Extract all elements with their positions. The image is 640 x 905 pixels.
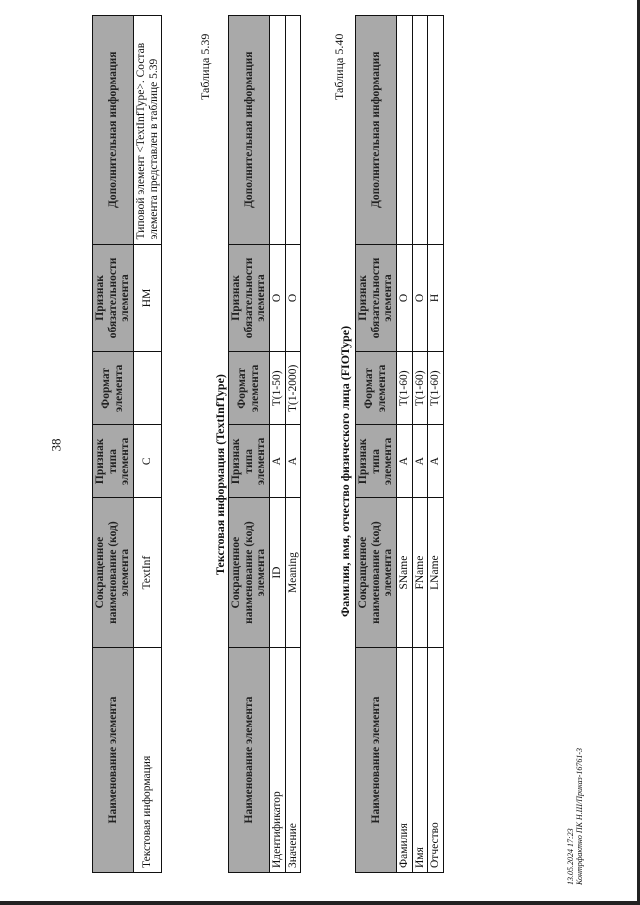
cell-required: НМ	[133, 244, 161, 352]
header-required: Признак обязательности элемента	[356, 244, 397, 352]
cell-name: Фамилия	[396, 647, 412, 872]
header-info: Дополнительная информация	[356, 16, 397, 245]
cell-info	[269, 16, 285, 245]
table-row	[428, 16, 444, 873]
table-caption-5-39: Таблица 5.39	[198, 33, 212, 100]
registration-stamp	[566, 748, 584, 885]
header-name: Наименование элемента	[93, 647, 134, 872]
header-info: Дополнительная информация	[93, 16, 134, 245]
header-code: Сокращенное наименование (код) элемента	[93, 498, 134, 648]
cell-name: Значение	[285, 647, 301, 872]
header-code: Сокращенное наименование (код) элемента	[229, 498, 270, 648]
table-caption-5-40: Таблица 5.40	[332, 33, 346, 100]
header-required: Признак обязательности элемента	[229, 244, 270, 352]
cell-required: О	[269, 244, 285, 352]
table-row	[396, 16, 412, 873]
header-format: Формат элемента	[356, 352, 397, 425]
table-title-5-40: Фамилия, имя, отчество физического лица (FIOType)	[338, 325, 352, 617]
table-header-row	[229, 16, 270, 873]
cell-type: А	[412, 425, 428, 498]
table-row	[133, 16, 161, 873]
header-type: Признак типа элемента	[229, 425, 270, 498]
header-name: Наименование элемента	[356, 647, 397, 872]
table-header-row	[93, 16, 134, 873]
header-code: Сокращенное наименование (код) элемента	[356, 498, 397, 648]
cell-format: T(1-60)	[428, 352, 444, 425]
cell-code: LName	[428, 498, 444, 648]
page-number: 38	[48, 438, 64, 452]
cell-type: А	[428, 425, 444, 498]
stamp-reference: Контрфактно ПК Н.Ш/Приказ-16761-3	[575, 747, 585, 885]
table-5-38-continued	[92, 15, 162, 873]
table-header-row	[356, 16, 397, 873]
cell-type: А	[269, 425, 285, 498]
table-row	[412, 16, 428, 873]
cell-code: FName	[412, 498, 428, 648]
header-info: Дополнительная информация	[229, 16, 270, 245]
header-format: Формат элемента	[229, 352, 270, 425]
cell-type: А	[396, 425, 412, 498]
table-5-40	[355, 15, 444, 873]
table-row	[269, 16, 285, 873]
cell-info: Типовой элемент <TextInfType>. Состав элемента представлен в таблице 5.39	[133, 16, 161, 245]
stamp-date: 13.05.2024 17:23	[566, 828, 575, 885]
cell-code: Meaning	[285, 498, 301, 648]
cell-name: Имя	[412, 647, 428, 872]
header-name: Наименование элемента	[229, 647, 270, 872]
table-title-5-39: Текстовая информация (TextInfType)	[213, 374, 227, 575]
header-format: Формат элемента	[93, 352, 134, 425]
cell-required: О	[412, 244, 428, 352]
cell-code: SName	[396, 498, 412, 648]
cell-format: T(1-60)	[396, 352, 412, 425]
cell-name: Текстовая информация	[133, 647, 161, 872]
cell-required: Н	[428, 244, 444, 352]
header-required: Признак обязательности элемента	[93, 244, 134, 352]
cell-info	[285, 16, 301, 245]
header-type: Признак типа элемента	[356, 425, 397, 498]
cell-format	[133, 352, 161, 425]
cell-format: T(1-60)	[412, 352, 428, 425]
header-type: Признак типа элемента	[93, 425, 134, 498]
scan-edge-bottom	[0, 901, 640, 905]
cell-required: О	[396, 244, 412, 352]
cell-info	[428, 16, 444, 245]
table-5-39	[228, 15, 301, 873]
cell-name: Идентификатор	[269, 647, 285, 872]
rotated-page-content	[20, 15, 585, 885]
cell-name: Отчество	[428, 647, 444, 872]
cell-format: T(1-2000)	[285, 352, 301, 425]
cell-type: А	[285, 425, 301, 498]
cell-type: С	[133, 425, 161, 498]
cell-info	[412, 16, 428, 245]
cell-required: О	[285, 244, 301, 352]
table-row	[285, 16, 301, 873]
cell-code: TextInf	[133, 498, 161, 648]
cell-info	[396, 16, 412, 245]
cell-format: T(1-50)	[269, 352, 285, 425]
cell-code: ID	[269, 498, 285, 648]
